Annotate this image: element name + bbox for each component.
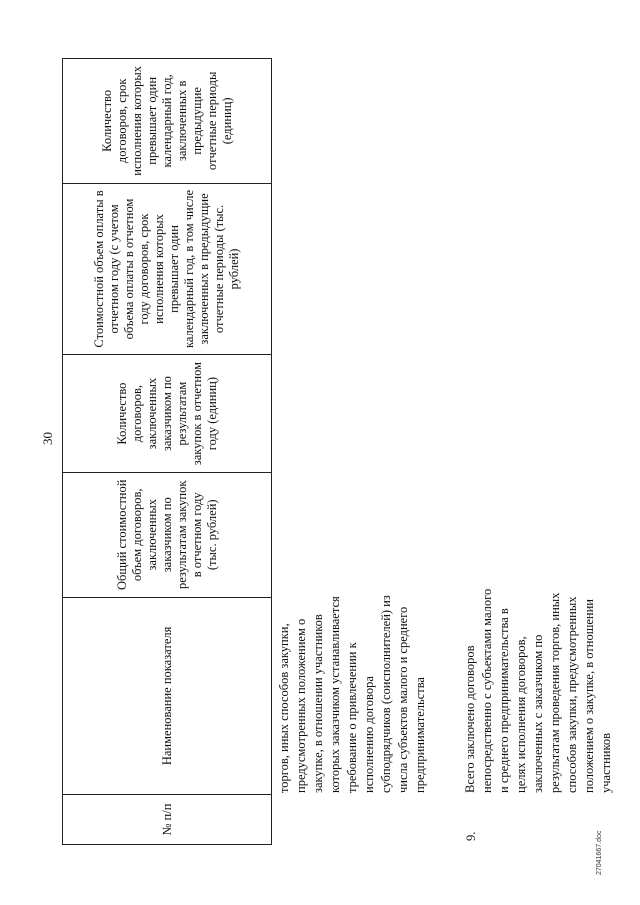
table-rows — [276, 445, 613, 845]
header-num: № п/п — [63, 794, 271, 844]
page-number: 30 — [40, 432, 55, 445]
rotated-table — [62, 58, 613, 845]
row9-text: Всего заключено договоров непосредственно с субъектами малого и среднего предпринимательства в целях исполнения договоров, заключенных с заказчиком по результатам проведения торгов, иных способов закупки, предусмотренных положением о закупке, в отношении участников — [463, 588, 613, 793]
header-name: Наименование показателя — [63, 597, 271, 794]
header-total-value: Общий стоимостной объем договоров, заключенных заказчиком по результатам закупок в отчетном году (тыс. рублей) — [63, 472, 271, 597]
header-long-value: Стоимостной объем оплаты в отчетном году (с учетом объема оплаты в отчетном году договоров, срок исполнения которых превышает один календарный год, в том числе заключенных в предыдущие отчетные периоды (тыс. рублей) — [63, 183, 271, 355]
footer-code: 27041667.doc — [596, 830, 603, 875]
row9-number: 9. — [464, 831, 478, 841]
table-header — [62, 58, 272, 845]
header-count: Количество договоров, заключенных заказчиком по результатам закупок в отчетном году (единиц) — [63, 354, 271, 472]
row-continued-text: торгов, иных способов закупки, предусмотренных положением о закупке, в отношении участников которых заказчиком устанавливается требование о привлечении к исполнению договора субподрядчиков (соисполнителей) из числа субъектов малого и среднего предпринимательства — [277, 595, 427, 793]
header-long-count: Количество договоров, срок исполнения которых превышает один календарный год, заключенных в предыдущие отчетные периоды (единиц) — [99, 65, 234, 176]
